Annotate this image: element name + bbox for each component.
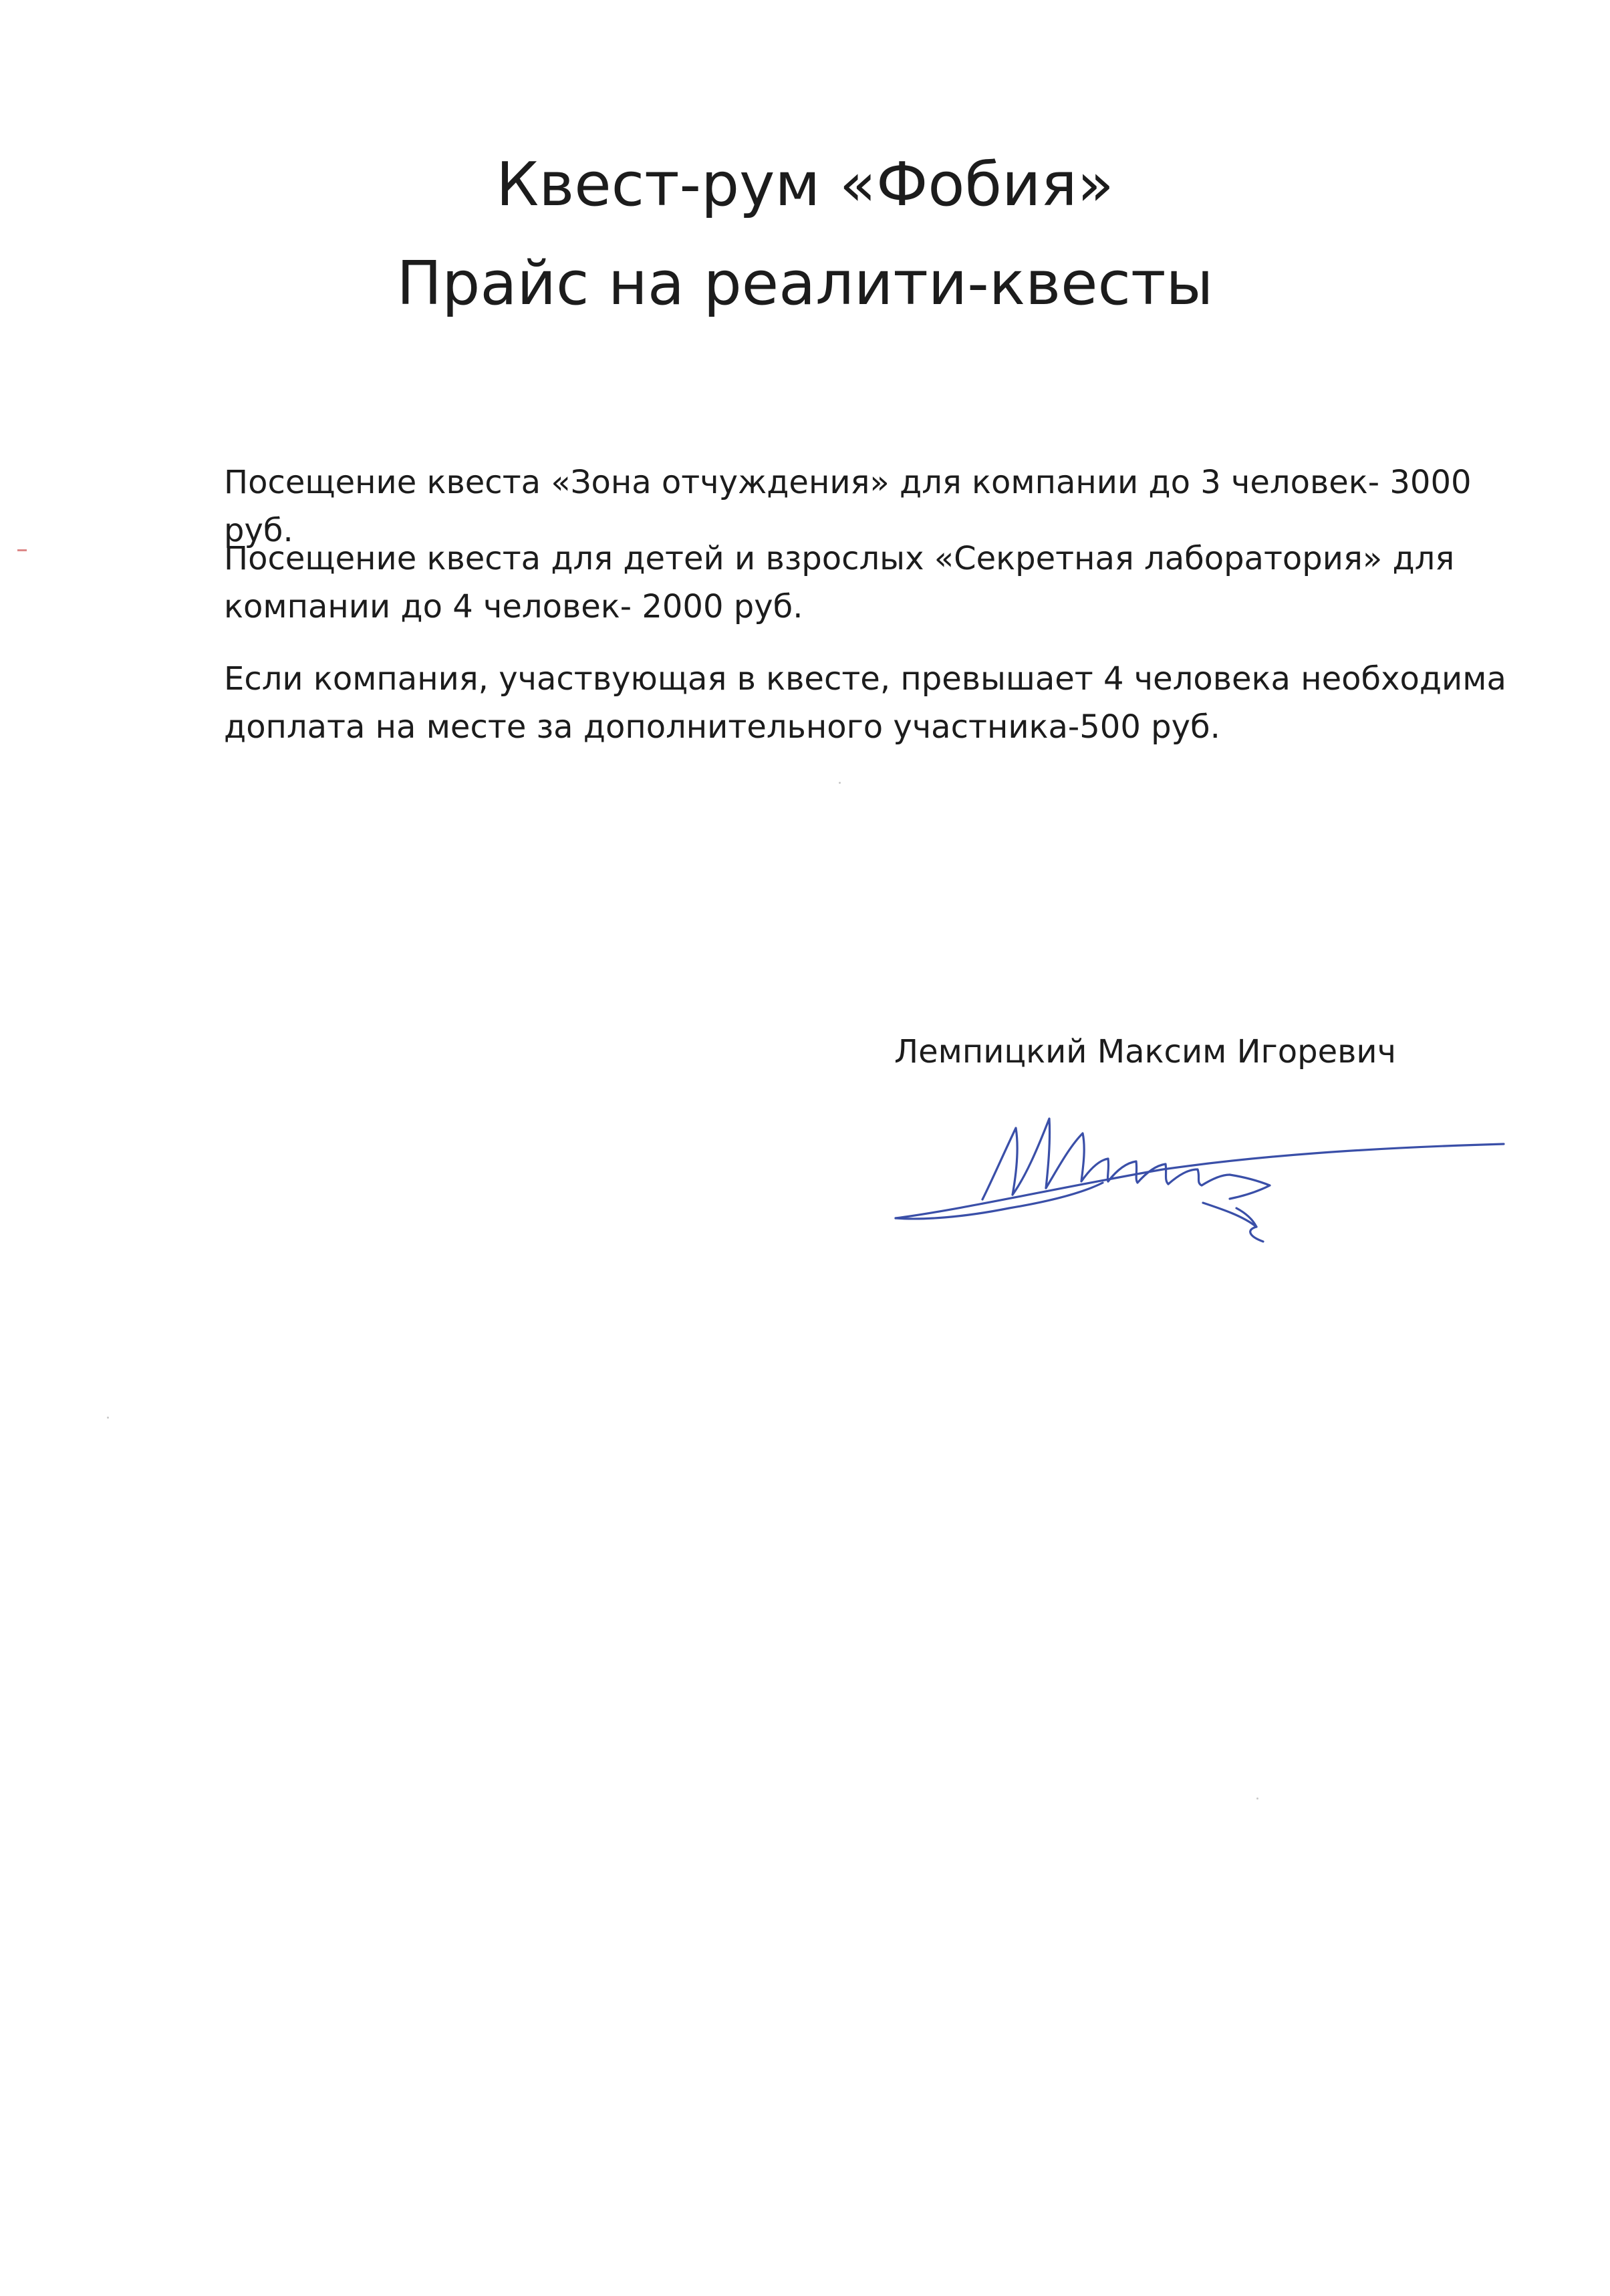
price-item-sekretnaya-laboratoriya: Посещение квеста для детей и взрослых «Секретная лаборатория» для компании до 4 человек- 2000 руб. xyxy=(224,540,1455,625)
handwritten-signature xyxy=(882,1103,1510,1263)
price-item-zona-otchuzhdeniya: Посещение квеста «Зона отчуждения» для компании до 3 человек- 3000 руб. xyxy=(224,464,1472,549)
scan-dust-speck xyxy=(107,1417,109,1419)
scan-dust-speck xyxy=(1256,1798,1258,1800)
extra-participant-note: Если компания, участвующая в квесте, превышает 4 человека необходима доплата на месте за дополнительного участника-500 руб. xyxy=(224,660,1506,746)
scan-dust-speck xyxy=(839,782,841,784)
document-subtitle: Прайс на реалити-квесты xyxy=(396,249,1214,319)
document-title: Квест-рум «Фобия» xyxy=(496,150,1114,220)
signer-name: Лемпицкий Максим Игоревич xyxy=(894,1033,1396,1070)
scan-artifact-mark xyxy=(17,549,27,551)
